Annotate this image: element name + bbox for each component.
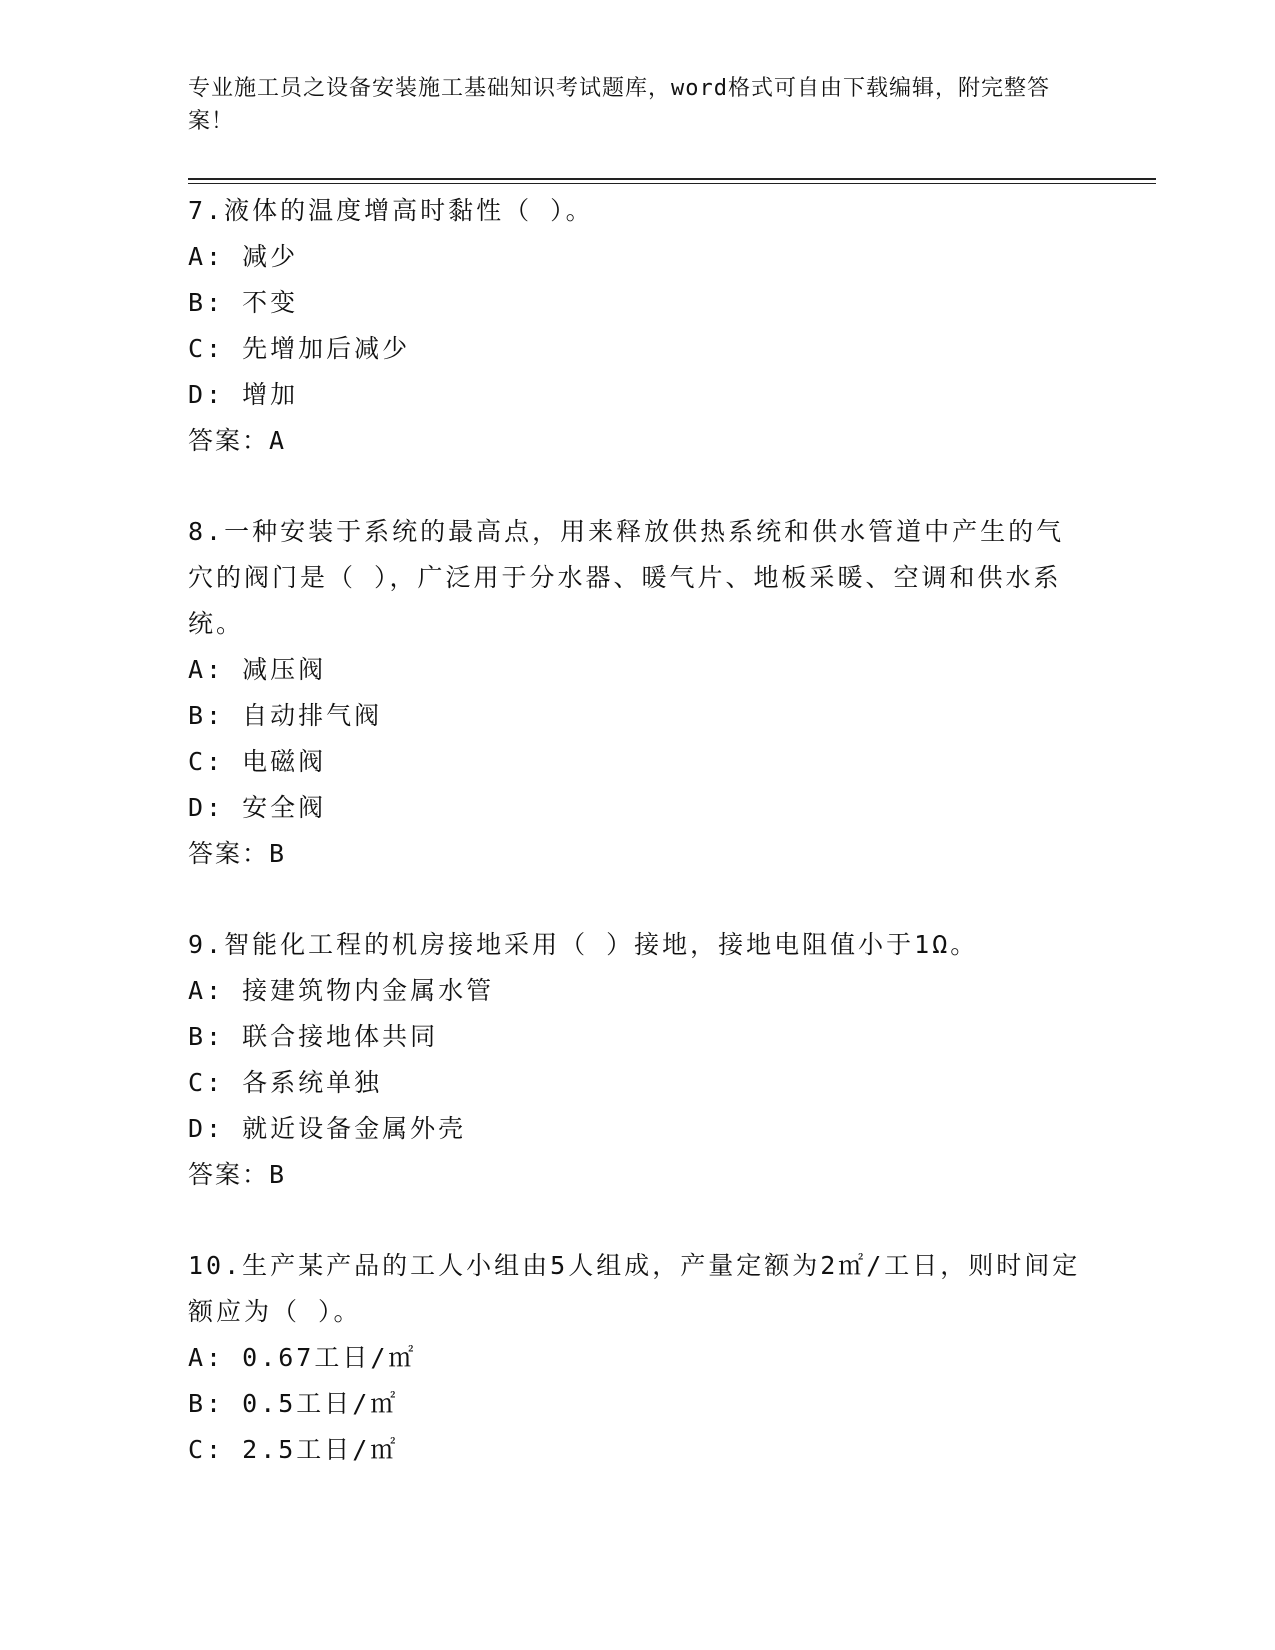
answer-line <box>188 1152 1088 1198</box>
answer-value: B <box>269 1160 287 1189</box>
option-b: B: 自动排气阀 <box>188 701 383 730</box>
option-d: D: 安全阀 <box>188 793 327 822</box>
answer-line <box>188 418 1088 464</box>
question-10 <box>188 1243 1088 1473</box>
question-list <box>188 188 1088 1518</box>
answer-value: A <box>269 426 287 455</box>
option-c: C: 先增加后减少 <box>188 334 411 363</box>
option-c: C: 电磁阀 <box>188 747 327 776</box>
question-7 <box>188 188 1088 464</box>
option-a: A: 接建筑物内金属水管 <box>188 976 495 1005</box>
header-divider-thick <box>188 178 1156 180</box>
option-b: B: 0.5工日/㎡ <box>188 1389 399 1418</box>
question-8 <box>188 509 1088 877</box>
option-c: C: 各系统单独 <box>188 1068 383 1097</box>
answer-label: 答案： <box>188 1160 270 1189</box>
option-a: A: 减少 <box>188 242 299 271</box>
question-stem: 7.液体的温度增高时黏性（ ）。 <box>188 196 594 225</box>
question-stem: 8.一种安装于系统的最高点，用来释放供热系统和供水管道中产生的气穴的阀门是（ ），广泛用于分水器、暖气片、地板采暖、空调和供水系统。 <box>188 517 1065 638</box>
option-d: D: 就近设备金属外壳 <box>188 1114 467 1143</box>
option-a: A: 0.67工日/㎡ <box>188 1343 417 1372</box>
option-c: C: 2.5工日/㎡ <box>188 1435 399 1464</box>
answer-value: B <box>269 839 287 868</box>
answer-label: 答案： <box>188 426 270 455</box>
header-divider-thin <box>188 183 1156 184</box>
question-stem: 10.生产某产品的工人小组由5人组成，产量定额为2㎡/工日，则时间定额应为（ ）。 <box>188 1251 1081 1326</box>
answer-label: 答案： <box>188 839 270 868</box>
option-b: B: 不变 <box>188 288 299 317</box>
option-a: A: 减压阀 <box>188 655 327 684</box>
answer-line <box>188 831 1088 877</box>
question-9 <box>188 922 1088 1198</box>
question-stem: 9.智能化工程的机房接地采用（ ）接地，接地电阻值小于1Ω。 <box>188 930 979 959</box>
option-d: D: 增加 <box>188 380 299 409</box>
document-header: 专业施工员之设备安装施工基础知识考试题库，word格式可自由下载编辑，附完整答案！ <box>188 76 1050 134</box>
option-b: B: 联合接地体共同 <box>188 1022 439 1051</box>
